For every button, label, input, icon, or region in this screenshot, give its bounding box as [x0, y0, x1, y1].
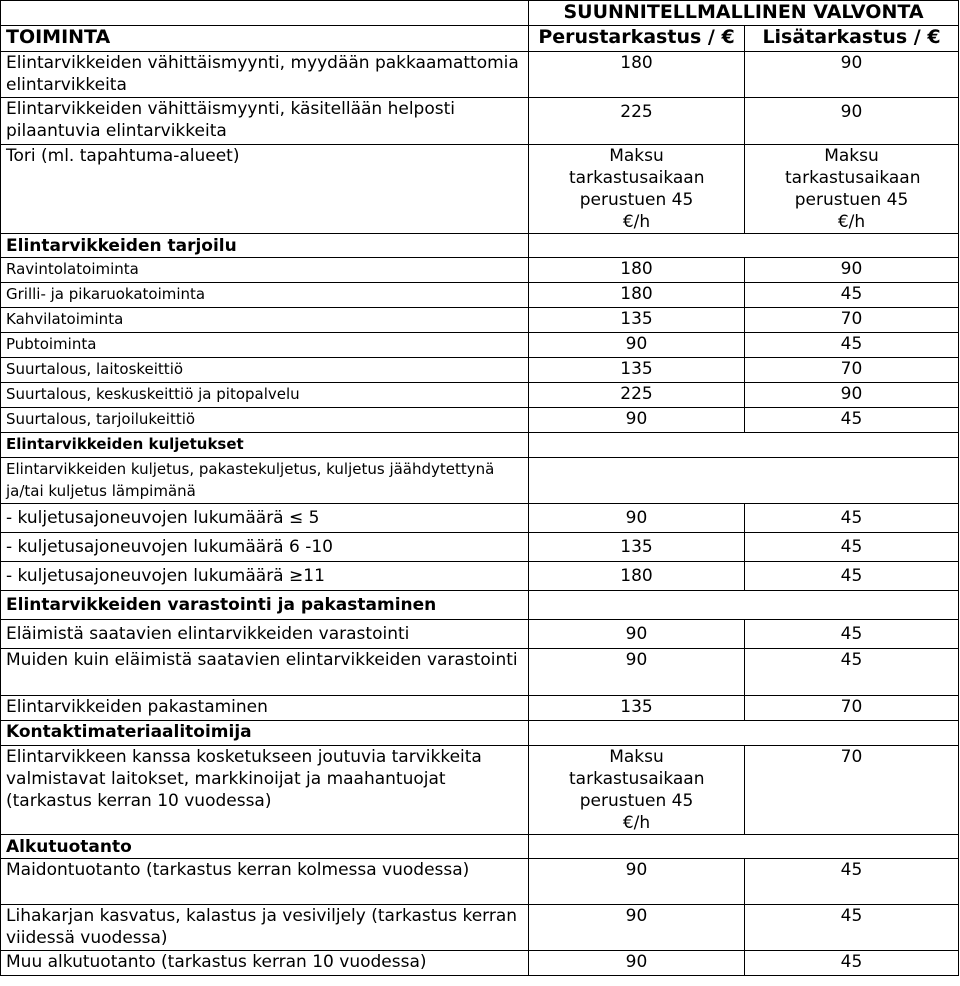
table-row: [1, 533, 959, 562]
section-heading: Kontaktimateriaalitoimija: [1, 721, 529, 746]
basic-fee: 135: [529, 308, 745, 333]
table-row: [1, 283, 959, 308]
table-row: [1, 504, 959, 533]
table-row: [1, 308, 959, 333]
basic-fee: 90: [529, 905, 745, 951]
additional-fee: 90: [745, 52, 959, 98]
additional-fee: 45: [745, 620, 959, 649]
table-row: [1, 258, 959, 283]
additional-fee: 45: [745, 333, 959, 358]
row-label: Tori (ml. tapahtuma-alueet): [1, 145, 529, 234]
section-heading-row: [1, 234, 959, 258]
basic-fee: 90: [529, 649, 745, 696]
table-row: [1, 358, 959, 383]
empty-cell: [529, 458, 959, 504]
row-label: Elintarvikkeiden kuljetus, pakastekuljetus, kuljetus jäähdytettynä ja/tai kuljetus lämpimänä: [1, 458, 529, 504]
row-label: Lihakarjan kasvatus, kalastus ja vesiviljely (tarkastus kerran viidessä vuodessa): [1, 905, 529, 951]
row-label: Grilli- ja pikaruokatoiminta: [1, 283, 529, 308]
table-row: [1, 52, 959, 98]
table-row: [1, 562, 959, 591]
basic-fee: 135: [529, 696, 745, 721]
basic-fee: 135: [529, 533, 745, 562]
empty-cell: [529, 721, 959, 746]
additional-fee: 90: [745, 98, 959, 145]
basic-fee: 90: [529, 951, 745, 976]
row-label: - kuljetusajoneuvojen lukumäärä ≥11: [1, 562, 529, 591]
section-heading-row: [1, 721, 959, 746]
basic-fee: 135: [529, 358, 745, 383]
empty-cell: [529, 591, 959, 620]
empty-cell: [1, 1, 529, 26]
additional-fee: 45: [745, 859, 959, 905]
row-label: - kuljetusajoneuvojen lukumäärä ≤ 5: [1, 504, 529, 533]
additional-fee: 90: [745, 258, 959, 283]
additional-fee: 45: [745, 533, 959, 562]
row-label: Eläimistä saatavien elintarvikkeiden varastointi: [1, 620, 529, 649]
additional-fee: 45: [745, 649, 959, 696]
basic-fee: 90: [529, 859, 745, 905]
header-row-supervision: [1, 1, 959, 26]
section-heading: Alkutuotanto: [1, 835, 529, 859]
section-heading-row: [1, 591, 959, 620]
row-label: Elintarvikkeiden pakastaminen: [1, 696, 529, 721]
supervision-header: SUUNNITELLMALLINEN VALVONTA: [529, 1, 959, 26]
table-row: [1, 333, 959, 358]
additional-fee: 70: [745, 696, 959, 721]
table-row: [1, 458, 959, 504]
additional-fee: 45: [745, 504, 959, 533]
activity-header: TOIMINTA: [1, 26, 529, 52]
table-row: [1, 859, 959, 905]
basic-fee: 225: [529, 98, 745, 145]
section-heading-row: [1, 433, 959, 458]
empty-cell: [529, 835, 959, 859]
additional-inspection-header: Lisätarkastus / €: [745, 26, 959, 52]
additional-fee: 45: [745, 283, 959, 308]
table-row: [1, 905, 959, 951]
basic-fee: 180: [529, 52, 745, 98]
basic-fee: 180: [529, 562, 745, 591]
additional-fee: 45: [745, 408, 959, 433]
row-label: Suurtalous, tarjoilukeittiö: [1, 408, 529, 433]
section-heading-row: [1, 835, 959, 859]
empty-cell: [529, 433, 959, 458]
basic-fee: Maksu tarkastusaikaan perustuen 45 €/h: [529, 746, 745, 835]
row-label: Maidontuotanto (tarkastus kerran kolmessa vuodessa): [1, 859, 529, 905]
row-label: Suurtalous, laitoskeittiö: [1, 358, 529, 383]
table-row: [1, 696, 959, 721]
section-heading: Elintarvikkeiden varastointi ja pakastaminen: [1, 591, 529, 620]
table-row: [1, 649, 959, 696]
basic-fee: 225: [529, 383, 745, 408]
header-row-columns: [1, 26, 959, 52]
basic-fee: 90: [529, 408, 745, 433]
basic-fee: Maksu tarkastusaikaan perustuen 45 €/h: [529, 145, 745, 234]
additional-fee: 70: [745, 308, 959, 333]
table-row: [1, 145, 959, 234]
row-label: Muiden kuin eläimistä saatavien elintarvikkeiden varastointi: [1, 649, 529, 696]
additional-fee: Maksu tarkastusaikaan perustuen 45 €/h: [745, 145, 959, 234]
basic-fee: 180: [529, 258, 745, 283]
table-row: [1, 98, 959, 145]
basic-fee: 90: [529, 333, 745, 358]
basic-fee: 90: [529, 620, 745, 649]
empty-cell: [529, 234, 959, 258]
table-row: [1, 383, 959, 408]
section-heading: Elintarvikkeiden tarjoilu: [1, 234, 529, 258]
additional-fee: 90: [745, 383, 959, 408]
basic-fee: 180: [529, 283, 745, 308]
row-label: Elintarvikkeiden vähittäismyynti, myydään pakkaamattomia elintarvikkeita: [1, 52, 529, 98]
row-label: Muu alkutuotanto (tarkastus kerran 10 vuodessa): [1, 951, 529, 976]
section-heading: Elintarvikkeiden kuljetukset: [1, 433, 529, 458]
table-row: [1, 746, 959, 835]
additional-fee: 70: [745, 746, 959, 835]
row-label: Elintarvikkeen kanssa kosketukseen joutuvia tarvikkeita valmistavat laitokset, markkinoijat ja maahantuojat (tarkastus kerran 10 vuodessa): [1, 746, 529, 835]
row-label: - kuljetusajoneuvojen lukumäärä 6 -10: [1, 533, 529, 562]
table-row: [1, 951, 959, 976]
basic-inspection-header: Perustarkastus / €: [529, 26, 745, 52]
additional-fee: 45: [745, 951, 959, 976]
table-row: [1, 620, 959, 649]
row-label: Ravintolatoiminta: [1, 258, 529, 283]
basic-fee: 90: [529, 504, 745, 533]
row-label: Elintarvikkeiden vähittäismyynti, käsitellään helposti pilaantuvia elintarvikkeita: [1, 98, 529, 145]
additional-fee: 45: [745, 905, 959, 951]
additional-fee: 70: [745, 358, 959, 383]
additional-fee: 45: [745, 562, 959, 591]
row-label: Pubtoiminta: [1, 333, 529, 358]
row-label: Suurtalous, keskuskeittiö ja pitopalvelu: [1, 383, 529, 408]
row-label: Kahvilatoiminta: [1, 308, 529, 333]
table-row: [1, 408, 959, 433]
